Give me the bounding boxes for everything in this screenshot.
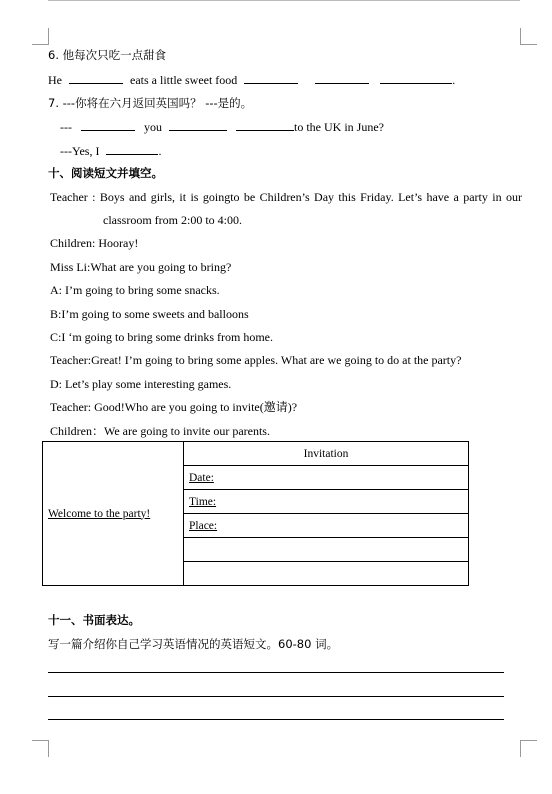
q7-answer-text: ---Yes, I [60, 144, 100, 158]
q7-dash: --- [60, 120, 72, 134]
invitation-table [42, 441, 469, 586]
dialogue-line-8: Teacher:Great! I’m going to bring some apples. What are we going to do at the party? [50, 353, 462, 367]
invitation-empty-row-1[interactable] [184, 538, 469, 562]
dialogue-line-10: Teacher: Good!Who are you going to invite(邀请)? [50, 400, 298, 414]
invitation-left-cell [43, 442, 184, 586]
q7-tail: to the UK in June? [294, 120, 384, 134]
dialogue-line-1: Teacher : Boys and girls, it is goingto be Children’s Day this Friday. Let’s have a party in our [50, 190, 522, 204]
writing-line-2[interactable] [48, 696, 504, 697]
invitation-time-label: Time: [189, 495, 217, 508]
dialogue-line-11: Children：We are going to invite our parents. [50, 424, 270, 438]
writing-line-1[interactable] [48, 672, 504, 673]
q6-blank-2[interactable] [244, 72, 298, 84]
question-6-chinese: 6. 他每次只吃一点甜食 [48, 48, 167, 62]
dialogue-line-5: A: I’m going to bring some snacks. [50, 283, 220, 297]
section-10-title: 十、阅读短文并填空。 [48, 166, 163, 180]
page-top-edge [48, 0, 520, 1]
dialogue-line-4: Miss Li:What are you going to bring? [50, 260, 232, 274]
invitation-title: Invitation [184, 442, 469, 466]
q6-phrase: eats a little sweet food [130, 73, 238, 87]
q6-blank-4[interactable] [380, 72, 452, 84]
margin-mark-bottom-right [520, 740, 537, 757]
question-6-english [48, 72, 455, 87]
q7-blank-2[interactable] [169, 119, 227, 131]
question-7-answer [60, 143, 161, 158]
q7-word-you: you [144, 120, 162, 134]
question-7-english [60, 119, 384, 134]
invitation-time-cell[interactable] [184, 490, 469, 514]
q6-blank-3[interactable] [315, 72, 369, 84]
margin-mark-bottom-left [32, 740, 49, 757]
writing-line-3[interactable] [48, 719, 504, 720]
dialogue-line-3: Children: Hooray! [50, 236, 139, 250]
welcome-text: Welcome to the party! [48, 507, 151, 520]
dialogue-line-7: C:I ‘m going to bring some drinks from home. [50, 330, 273, 344]
q6-word-he: He [48, 73, 62, 87]
q6-blank-1[interactable] [69, 72, 123, 84]
q6-period: . [452, 73, 456, 87]
invitation-date-label: Date: [189, 471, 214, 484]
invitation-place-label: Place: [189, 519, 218, 532]
question-7-chinese: 7. ---你将在六月返回英国吗？ ---是的。 [48, 96, 253, 110]
margin-mark-top-left [32, 28, 49, 45]
dialogue-line-9: D: Let’s play some interesting games. [50, 377, 232, 391]
margin-mark-top-right [520, 28, 537, 45]
q7-answer-period: . [158, 144, 162, 158]
section-11-prompt: 写一篇介绍你自己学习英语情况的英语短文。60-80 词。 [48, 637, 339, 651]
dialogue-line-6: B:I’m going to some sweets and balloons [50, 307, 249, 321]
dialogue-line-2: classroom from 2:00 to 4:00. [103, 213, 242, 227]
q7-answer-blank[interactable] [106, 143, 158, 155]
invitation-date-cell[interactable] [184, 466, 469, 490]
q7-blank-3[interactable] [236, 119, 294, 131]
invitation-empty-row-2[interactable] [184, 562, 469, 586]
section-11-title: 十一、书面表达。 [48, 613, 140, 627]
q7-blank-1[interactable] [81, 119, 135, 131]
invitation-place-cell[interactable] [184, 514, 469, 538]
